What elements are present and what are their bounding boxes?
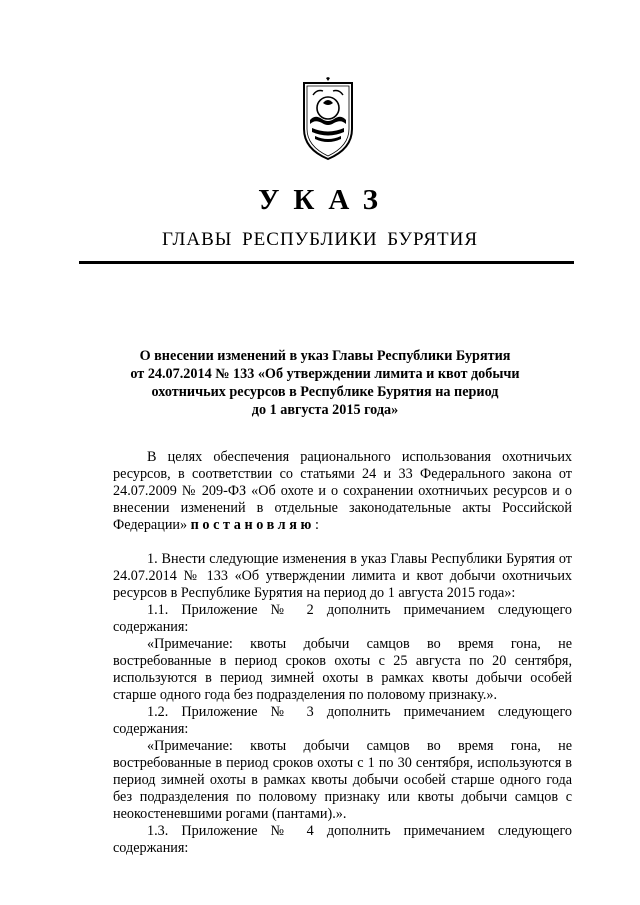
- heading-line: от 24.07.2014 № 133 «Об утверждении лимита и квот добычи: [130, 366, 520, 382]
- item-1-paragraph: 1. Внести следующие изменения в указ Главы Республики Бурятия от 24.07.2014 № 133 «Об утверждении лимита и квот добычи охотничьих ресурсов в Республике Бурятия на период до 1 августа 2015 года»:: [113, 551, 572, 601]
- coat-of-arms-emblem: [301, 77, 355, 161]
- preamble-paragraph: [113, 449, 572, 534]
- heading-line: О внесении изменений в указ Главы Республики Бурятия: [139, 348, 511, 364]
- decree-colon: :: [314, 517, 319, 533]
- document-subtitle: ГЛАВЫ РЕСПУБЛИКИ БУРЯТИЯ: [161, 229, 479, 250]
- heading-line: охотничьих ресурсов в Республике Бурятия на период: [151, 384, 499, 400]
- preamble-text: В целях обеспечения рационального использования охотничьих ресурсов, в соответствии со статьями 24 и 33 Федерального закона от 24.07.2009 № 209-ФЗ «Об охоте и о сохранении охотничьих ресурсов и о внесении изменений в отдельные законодательные акты Российской Федерации»: [113, 449, 572, 533]
- document-title: УКАЗ: [258, 184, 392, 216]
- note-1-2-paragraph: «Примечание: квоты добычи самцов во время гона, не востребованные в период сроков охоты с 1 по 30 сентября, используются в период зимней охоты в рамках квоты добычи особей старше одного года без подразделения по половому признаку или квоты добычи самцов с неокостеневшими рогами (пантами).».: [113, 738, 572, 822]
- item-1-2-paragraph: 1.2. Приложение № 3 дополнить примечанием следующего содержания:: [113, 704, 572, 737]
- item-1-3-paragraph: 1.3. Приложение № 4 дополнить примечанием следующего содержания:: [113, 823, 572, 856]
- note-1-1-paragraph: «Примечание: квоты добычи самцов во время гона, не востребованные в период сроков охоты с 25 августа по 20 сентября, используются в период зимней охоты в рамках квоты добычи особей старше одного года без подразделения по половому признаку.».: [113, 636, 572, 703]
- document-body: [113, 449, 572, 857]
- decree-word: постановляю: [190, 517, 315, 533]
- header-divider: [79, 261, 574, 264]
- heading-line: до 1 августа 2015 года»: [251, 402, 399, 418]
- item-1-1-paragraph: 1.1. Приложение № 2 дополнить примечанием следующего содержания:: [113, 602, 572, 635]
- decree-heading: [110, 347, 540, 419]
